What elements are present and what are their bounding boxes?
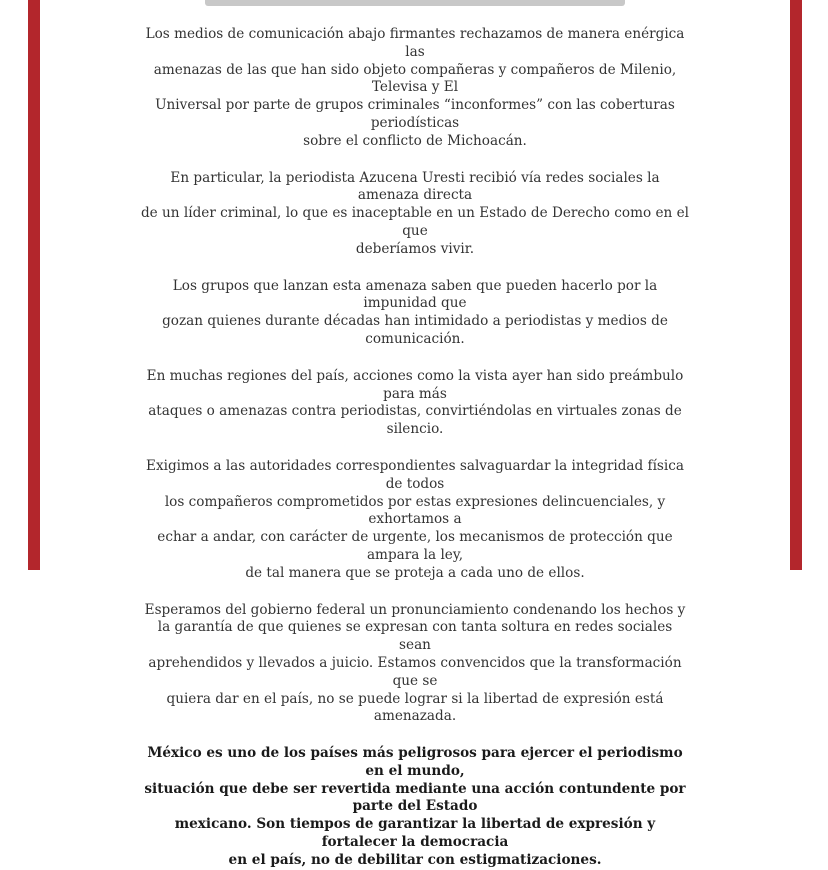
statement-body — [140, 26, 690, 870]
left-margin — [0, 0, 28, 570]
right-red-border — [790, 0, 802, 570]
right-margin — [802, 0, 828, 570]
paragraph-4: En muchas regiones del país, acciones como la vista ayer han sido preámbulo para más ataques o amenazas contra periodistas, convirtiéndolas en virtuales zonas de silencio. — [146, 367, 684, 438]
paragraph-5: Exigimos a las autoridades correspondientes salvaguardar la integridad física de todos los compañeros comprometidos por estas expresiones delincuenciales, y exhortamos a echar a andar, con carácter de urgente, los mecanismos de protección que ampara la ley, de tal manera que se proteja a cada uno de ellos. — [146, 457, 684, 581]
paragraph-2: En particular, la periodista Azucena Uresti recibió vía redes sociales la amenaza directa de un líder criminal, lo que es inaceptable en un Estado de Derecho como en el que deberíamos vivir. — [140, 169, 690, 257]
paragraph-1: Los medios de comunicación abajo firmantes rechazamos de manera enérgica las amenazas de las que han sido objeto compañeras y compañeros de Milenio, Televisa y El Universal por parte de grupos criminales “inconformes” con las coberturas periodísticas sobre el conflicto de Michoacán. — [145, 26, 685, 149]
left-red-border — [28, 0, 40, 570]
paragraph-3: Los grupos que lanzan esta amenaza saben que pueden hacerlo por la impunidad que gozan quienes durante décadas han intimidado a periodistas y medios de comunicación. — [162, 277, 668, 347]
paragraph-6: Esperamos del gobierno federal un pronunciamiento condenando los hechos y la garantía de que quienes se expresan con tanta soltura en redes sociales sean aprehendidos y llevados a juicio. Estamos convencidos que la transformación que se quiera dar en el país, no se puede lograr si la libertad de expresión está amenazada. — [144, 601, 686, 725]
top-gray-bar — [205, 0, 625, 6]
closing-statement: México es uno de los países más peligrosos para ejercer el periodismo en el mundo, situación que debe ser revertida mediante una acción contundente por parte del Estado mexicano. Son tiempos de garantizar la libertad de expresión y fortalecer la democracia en el país, no de debilitar con estigmatizaciones. — [144, 745, 686, 868]
